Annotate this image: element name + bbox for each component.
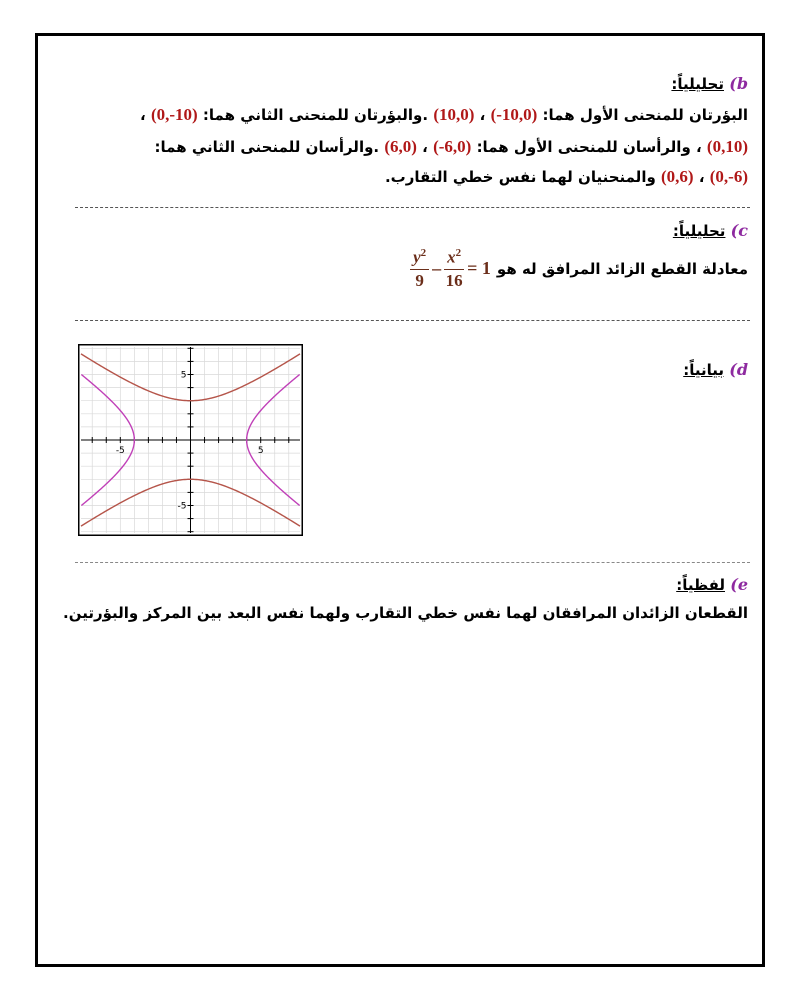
fraction-y-numerator: y	[413, 247, 421, 267]
tick-label-x-pos5: 5	[257, 446, 264, 456]
b-line1-point-2: (10,0)	[433, 105, 475, 124]
section-b-line-1	[140, 105, 748, 125]
b-line1-text-2: ،	[479, 106, 486, 124]
section-b-line-3	[385, 167, 748, 187]
b-line3-text-2: والمنحنيان لهما نفس خطي التقارب.	[384, 168, 656, 186]
section-d-header	[683, 360, 748, 379]
fraction-x	[444, 247, 464, 291]
section-b-title: تحليلياً:	[671, 75, 724, 93]
section-c-equation-line	[410, 247, 748, 291]
b-line2-point-1: (0,10)	[706, 137, 748, 156]
section-b-header	[671, 74, 748, 93]
section-b-line-2	[155, 137, 748, 157]
b-line2-point-3: (6,0)	[384, 137, 417, 156]
section-e-header	[676, 575, 748, 594]
b-line3-point-2: (0,6)	[661, 167, 694, 186]
b-line2-text-3: .والرأسان للمنحنى الثاني هما:	[154, 138, 380, 156]
section-c-header	[673, 221, 748, 240]
section-c-label: c)	[730, 221, 748, 240]
b-line2-text-2: ،	[422, 138, 428, 156]
fraction-y-denominator: 9	[415, 270, 424, 290]
section-d-title: بيانياً:	[683, 361, 724, 379]
divider-2	[75, 320, 750, 321]
tick-label-y-neg5: -5	[177, 501, 187, 512]
b-line2-point-2: (-6,0)	[433, 137, 472, 156]
b-line1-text-4: ،	[140, 106, 146, 124]
b-line1-text-3: .والبؤرتان للمنحنى الثاني هما:	[202, 106, 429, 124]
conjugate-equation-text: معادلة القطع الزائد المرافق له هو	[496, 259, 748, 278]
section-d-label: d)	[729, 360, 748, 379]
tick-label-y-pos5: 5	[180, 370, 187, 381]
b-line1-text-1: البؤرتان للمنحنى الأول هما:	[542, 106, 748, 124]
section-e-title: لفظياً:	[676, 576, 725, 594]
b-line2-text-1: ، والرأسان للمنحنى الأول هما:	[476, 138, 702, 156]
fraction-x-numerator: x	[447, 247, 456, 267]
fraction-x-denominator: 16	[445, 270, 463, 290]
fraction-x-exponent: 2	[455, 247, 462, 259]
conjugate-equation	[410, 247, 491, 291]
hyperbola-graph	[78, 344, 303, 536]
divider-3	[75, 562, 750, 563]
divider-1	[75, 207, 750, 208]
b-line1-point-1: (-10,0)	[490, 105, 538, 124]
tick-label-x-neg5: -5	[115, 446, 125, 456]
b-line1-point-3: (0,-10)	[150, 105, 198, 124]
b-line3-text-1: ،	[698, 168, 705, 186]
fraction-y-exponent: 2	[420, 247, 427, 259]
fraction-y	[410, 247, 429, 291]
section-e-label: e)	[730, 575, 748, 594]
section-b-label: b)	[729, 74, 748, 93]
section-c-title: تحليلياً:	[672, 222, 726, 240]
b-line3-point-1: (0,-6)	[709, 167, 748, 186]
equation-minus: –	[432, 258, 442, 279]
section-e-text: القطعان الزائدان المرافقان لهما نفس خطي التقارب ولهما نفس البعد بين المركز والبؤرتين.	[63, 604, 748, 622]
equation-rhs: = 1	[467, 258, 491, 279]
